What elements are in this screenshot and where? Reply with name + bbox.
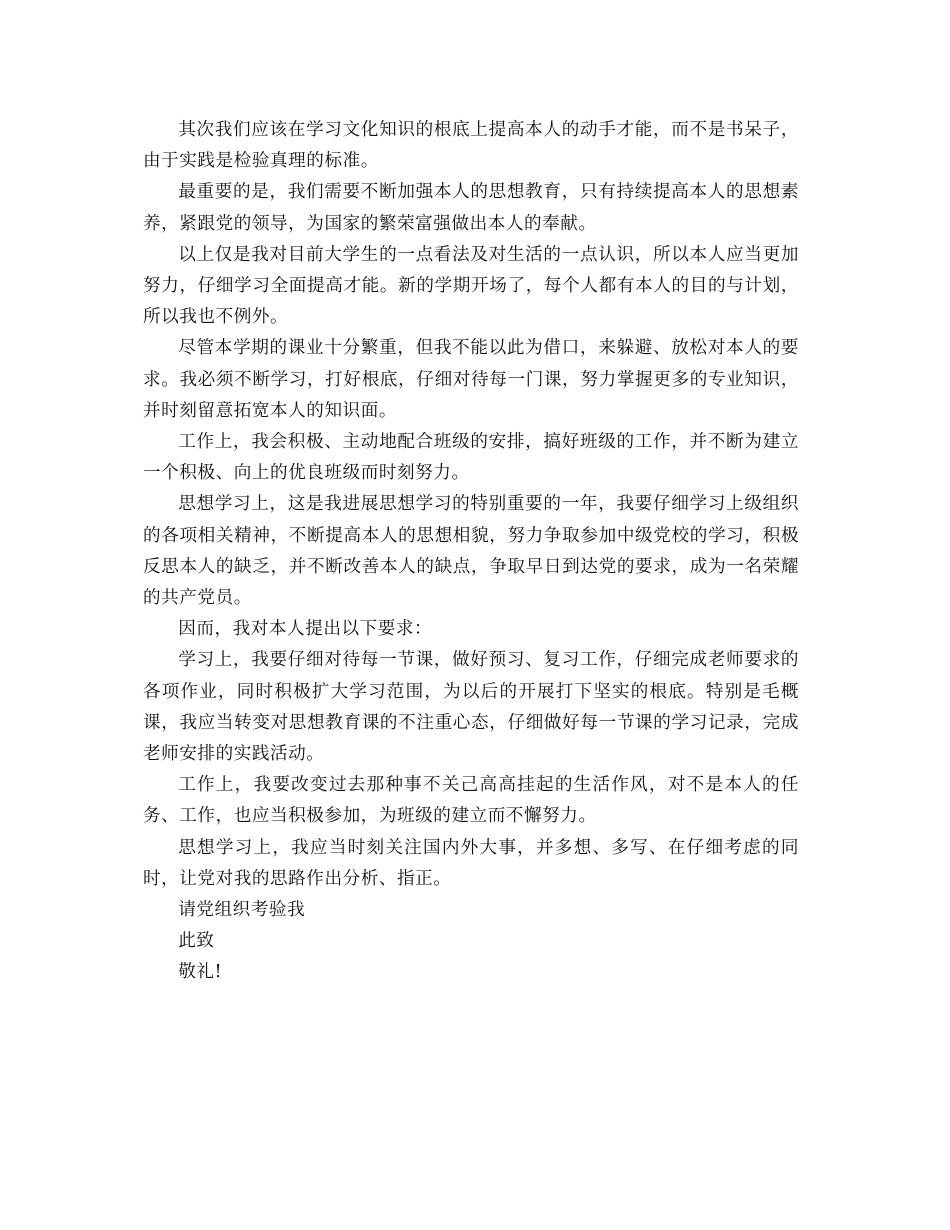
closing-regards: 敬礼! <box>178 962 223 983</box>
paragraph: 思想学习上，这是我进展思想学习的特别重要的一年，我要仔细学习上级组织的各项相关精神，不断提高本人的思想相貌，努力争取参加中级党校的学习，积极反思本人的缺乏，并不断改善本人的缺点，争取早日到达党的要求，成为一名荣耀的共产党员。 <box>143 494 799 609</box>
paragraph: 学习上，我要仔细对待每一节课，做好预习、复习工作，仔细完成老师要求的各项作业，同时积极扩大学习范围，为以后的开展打下坚实的根底。特别是毛概课，我应当转变对思想教育课的不注重心态，仔细做好每一节课的学习记录，完成老师安排的实践活动。 <box>143 650 799 765</box>
document-body <box>143 115 799 989</box>
paragraph: 工作上，我要改变过去那种事不关己高高挂起的生活作风，对不是本人的任务、工作，也应当积极参加，为班级的建立而不懈努力。 <box>143 775 799 827</box>
paragraph: 最重要的是，我们需要不断加强本人的思想教育，只有持续提高本人的思想素养，紧跟党的领导，为国家的繁荣富强做出本人的奉献。 <box>143 182 799 234</box>
paragraph: 工作上，我会积极、主动地配合班级的安排，搞好班级的工作，并不断为建立一个积极、向上的优良班级而时刻努力。 <box>143 432 799 484</box>
paragraph: 思想学习上，我应当时刻关注国内外大事，并多想、多写、在仔细考虑的同时，让党对我的思路作出分析、指正。 <box>143 837 799 889</box>
paragraph: 尽管本学期的课业十分繁重，但我不能以此为借口，来躲避、放松对本人的要求。我必须不断学习，打好根底，仔细对待每一门课，努力掌握更多的专业知识，并时刻留意拓宽本人的知识面。 <box>143 338 799 421</box>
paragraph: 因而，我对本人提出以下要求： <box>178 619 433 640</box>
closing-request: 请党组织考验我 <box>178 900 306 921</box>
paragraph: 其次我们应该在学习文化知识的根底上提高本人的动手才能，而不是书呆子，由于实践是检验真理的标准。 <box>143 120 799 172</box>
paragraph: 以上仅是我对目前大学生的一点看法及对生活的一点认识，所以本人应当更加努力，仔细学习全面提高才能。新的学期开场了，每个人都有本人的目的与计划，所以我也不例外。 <box>143 244 799 328</box>
closing-salutation: 此致 <box>178 931 215 952</box>
